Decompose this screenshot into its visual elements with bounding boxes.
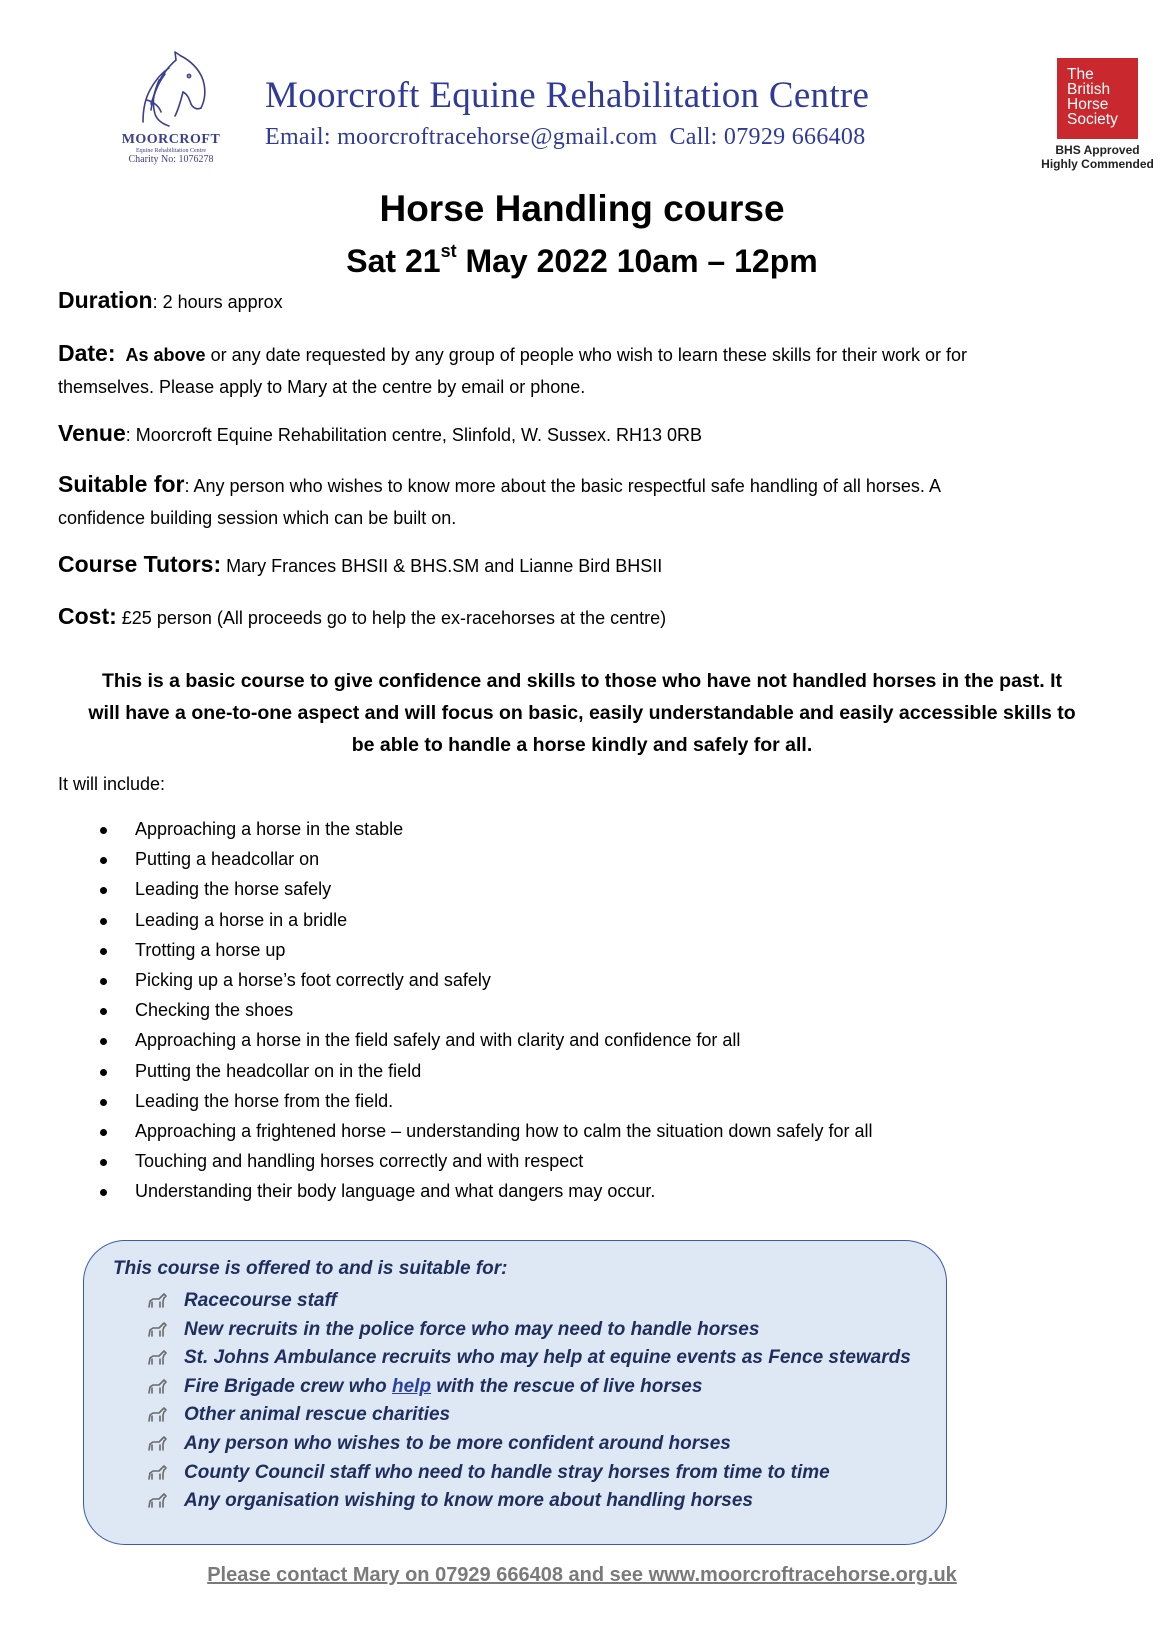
include-item: Approaching a horse in the field safely and with clarity and confidence for all — [100, 1030, 872, 1060]
include-item: Leading the horse safely — [100, 879, 872, 909]
date-text-2: themselves. Please apply to Mary at the centre by email or phone. — [58, 377, 586, 397]
suitable-item-text: County Council staff who need to handle stray horses from time to time — [184, 1461, 830, 1483]
duration-label: Duration — [58, 287, 153, 313]
suitable-text-1: : Any person who wishes to know more about the basic respectful safe handling of all horses. A — [184, 476, 941, 496]
help-link[interactable]: help — [392, 1375, 432, 1397]
venue-row — [58, 417, 1118, 451]
suitable-item-text: Any organisation wishing to know more about handling horses — [184, 1490, 753, 1512]
suitable-item-text: St. Johns Ambulance recruits who may help at equine events as Fence stewards — [184, 1347, 911, 1369]
course-date-post: May 2022 10am – 12pm — [456, 243, 818, 279]
include-item: Approaching a frightened horse – understanding how to calm the situation down safely for all — [100, 1121, 872, 1151]
suitable-box-heading: This course is offered to and is suitable for: — [113, 1258, 508, 1279]
suitable-item — [146, 1376, 911, 1405]
horse-bullet-icon — [146, 1321, 168, 1339]
date-text-1: or any date requested by any group of people who wish to learn these skills for their work or for — [205, 345, 967, 365]
include-item: Picking up a horse’s foot correctly and safely — [100, 970, 872, 1000]
cost-value: £25 person (All proceeds go to help the ex-racehorses at the centre) — [116, 608, 667, 628]
intro-line-2: will have a one-to-one aspect and will focus on basic, easily understandable and easily accessible skills to — [88, 702, 1076, 724]
date-row — [58, 337, 1118, 403]
organisation-title: Moorcroft Equine Rehabilitation Centre — [265, 75, 870, 116]
cost-label: Cost: — [58, 603, 117, 629]
bhs-line-3: Horse — [1067, 96, 1109, 113]
include-label: It will include: — [58, 774, 166, 794]
horse-bullet-icon — [146, 1292, 168, 1310]
suitable-item-text: Racecourse staff — [184, 1290, 337, 1311]
suitable-text-2: confidence building session which can be built on. — [58, 508, 457, 528]
suitable-item — [146, 1290, 911, 1319]
horse-bullet-icon — [146, 1349, 168, 1367]
course-title: Horse Handling course — [379, 188, 785, 229]
suitable-item — [146, 1490, 911, 1519]
include-item: Leading the horse from the field. — [100, 1091, 872, 1121]
bhs-line-1: The — [1067, 66, 1094, 83]
course-intro — [50, 665, 1114, 761]
course-date-pre: Sat 21 — [346, 243, 441, 279]
bhs-caption — [1035, 143, 1160, 171]
suitable-item — [146, 1433, 911, 1462]
duration-row — [58, 284, 1118, 318]
bhs-commended: Highly Commended — [1041, 157, 1154, 171]
include-item: Leading a horse in a bridle — [100, 910, 872, 940]
tutors-value: Mary Frances BHSII & BHS.SM and Lianne Bird BHSII — [221, 556, 663, 576]
include-item: Putting a headcollar on — [100, 849, 872, 879]
suitable-item-text: New recruits in the police force who may need to handle horses — [184, 1318, 760, 1340]
include-item: Touching and handling horses correctly and with respect — [100, 1151, 872, 1181]
logo-name: MOORCROFT — [121, 132, 221, 147]
date-label: Date: — [58, 340, 116, 366]
contact-email[interactable]: Email: moorcroftracehorse@gmail.com — [265, 124, 658, 150]
suitable-item — [146, 1347, 911, 1376]
horse-bullet-icon — [146, 1378, 168, 1396]
suitable-item — [146, 1462, 911, 1491]
include-item: Putting the headcollar on in the field — [100, 1061, 872, 1091]
moorcroft-logo — [112, 50, 230, 175]
horse-bullet-icon — [146, 1435, 168, 1453]
course-date-sup: st — [440, 241, 457, 261]
duration-value: : 2 hours approx — [152, 292, 283, 312]
suitable-item-text — [184, 1376, 702, 1398]
fire-brigade-pre: Fire Brigade crew who — [184, 1375, 392, 1397]
suitable-item-text: Any person who wishes to be more confident around horses — [184, 1432, 731, 1454]
include-item: Checking the shoes — [100, 1000, 872, 1030]
include-item: Trotting a horse up — [100, 940, 872, 970]
bhs-logo — [1057, 58, 1138, 139]
tutors-label: Course Tutors: — [58, 551, 222, 577]
suitable-item-text: Other animal rescue charities — [184, 1404, 451, 1426]
horse-bullet-icon — [146, 1406, 168, 1424]
horse-bullet-icon — [146, 1464, 168, 1482]
date-bold: As above — [125, 345, 206, 365]
suitable-item — [146, 1319, 911, 1348]
suitable-item — [146, 1404, 911, 1433]
horse-head-logo-icon — [129, 50, 213, 130]
intro-line-3: be able to handle a horse kindly and safely for all. — [351, 734, 813, 756]
organisation-contact — [265, 124, 878, 151]
bhs-line-4: Society — [1067, 111, 1118, 128]
tutors-row — [58, 548, 1118, 582]
venue-value: : Moorcroft Equine Rehabilitation centre, Slinfold, W. Sussex. RH13 0RB — [125, 425, 703, 445]
include-list — [100, 819, 872, 1211]
bhs-line-2: British — [1067, 81, 1111, 98]
intro-line-1: This is a basic course to give confidence and skills to those who have not handled horses in the past. It — [101, 670, 1063, 692]
include-item: Understanding their body language and what dangers may occur. — [100, 1181, 872, 1211]
include-item: Approaching a horse in the stable — [100, 819, 872, 849]
horse-bullet-icon — [146, 1492, 168, 1510]
logo-charity-number: Charity No: 1076278 — [128, 154, 214, 165]
bhs-approved: BHS Approved — [1055, 143, 1140, 157]
contact-phone[interactable]: Call: 07929 666408 — [669, 124, 866, 150]
suitable-label: Suitable for — [58, 471, 185, 497]
footer-contact-link[interactable]: Please contact Mary on 07929 666408 and see www.moorcroftracehorse.org.uk — [207, 1564, 957, 1586]
course-date — [0, 243, 1164, 280]
cost-row — [58, 600, 1118, 634]
logo-subtitle: Equine Rehabilitation Centre — [136, 148, 206, 154]
suitable-box-list — [146, 1290, 911, 1519]
suitable-row — [58, 468, 1118, 534]
venue-label: Venue — [58, 420, 126, 446]
fire-brigade-post: with the rescue of live horses — [431, 1375, 703, 1397]
